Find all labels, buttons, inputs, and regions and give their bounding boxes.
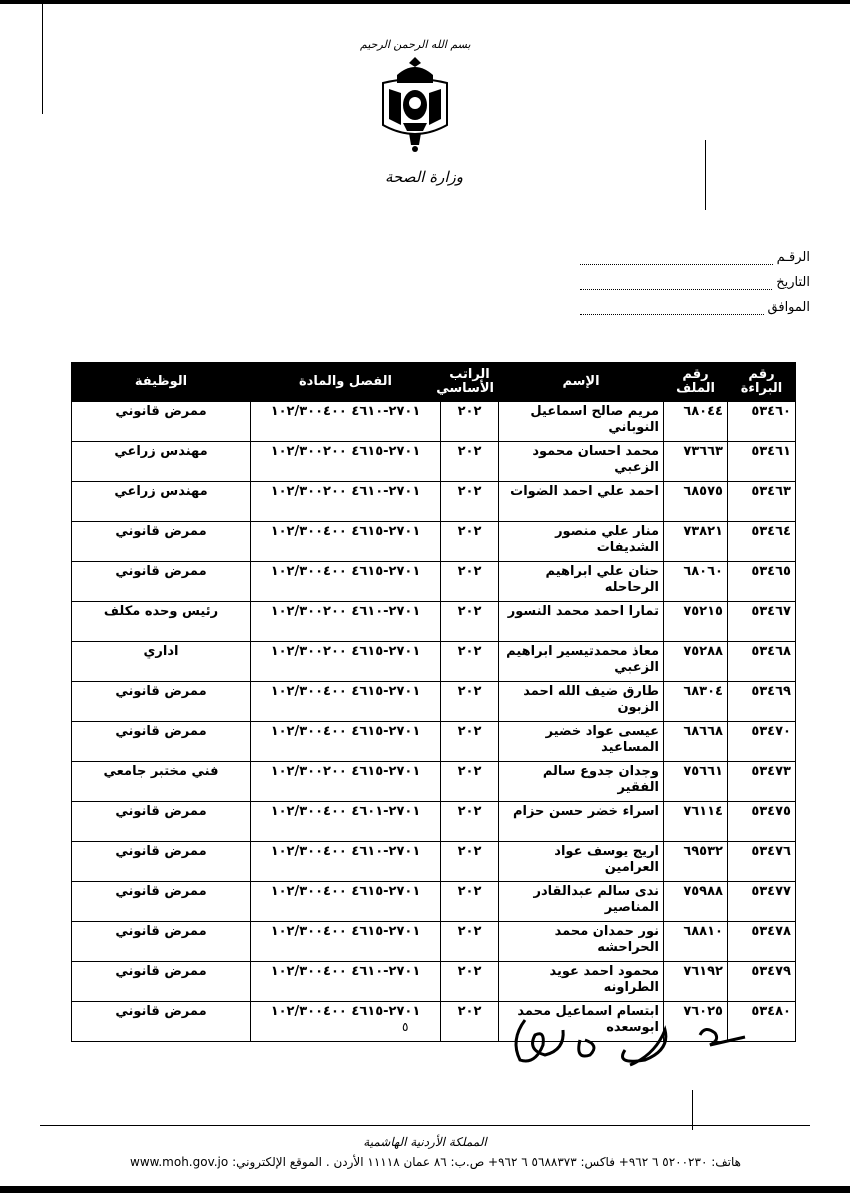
- footer-contact: [130, 1155, 790, 1169]
- job-cell: مهندس زراعي: [72, 482, 251, 522]
- bara-cell: ٥٣٤٦٧: [728, 602, 796, 642]
- file-cell: ٦٨٠٤٤: [664, 402, 728, 442]
- job-cell: ممرض قانوني: [72, 682, 251, 722]
- salary-cell: ٢٠٢: [441, 1002, 499, 1042]
- dotted-line: [580, 279, 772, 290]
- name-cell: ندى سالم عبدالقادر المناصير: [499, 882, 664, 922]
- chapter-cell: ٢٧٠١-٤٦١٠ ١٠٢/٣٠٠٤٠٠: [251, 402, 441, 442]
- chapter-cell: ٢٧٠١-٤٦١٥ ١٠٢/٣٠٠٤٠٠: [251, 1002, 441, 1042]
- table-row: [72, 642, 796, 682]
- name-cell: منار علي منصور الشديفات: [499, 522, 664, 562]
- meta-corresponding-label: الموافق: [767, 300, 810, 315]
- table-row: [72, 802, 796, 842]
- bara-cell: ٥٣٤٦٥: [728, 562, 796, 602]
- chapter-cell: ٢٧٠١-٤٦١٥ ١٠٢/٣٠٠٢٠٠: [251, 762, 441, 802]
- job-cell: ممرض قانوني: [72, 722, 251, 762]
- chapter-cell: ٢٧٠١-٤٦١٥ ١٠٢/٣٠٠٤٠٠: [251, 922, 441, 962]
- bara-cell: ٥٣٤٧٧: [728, 882, 796, 922]
- file-cell: ٧٣٦٦٣: [664, 442, 728, 482]
- table-row: [72, 842, 796, 882]
- meta-date-label: التاريخ: [776, 275, 810, 290]
- name-cell: حنان علي ابراهيم الرحاحله: [499, 562, 664, 602]
- job-cell: ممرض قانوني: [72, 882, 251, 922]
- file-cell: ٦٨٦٦٨: [664, 722, 728, 762]
- footer-contact-text: هاتف: ٥٢٠٠٢٣٠ ٦ ٩٦٢+ فاكس: ٥٦٨٨٣٧٣ ٦ ٩٦٢+ ص.ب: ٨٦ عمان ١١١١٨ الأردن . الموقع الإلكتروني:: [232, 1155, 741, 1169]
- chapter-cell: ٢٧٠١-٤٦١٥ ١٠٢/٣٠٠٤٠٠: [251, 682, 441, 722]
- file-cell: ٧٣٨٢١: [664, 522, 728, 562]
- edge-mark: [42, 4, 43, 114]
- edge-mark: [705, 140, 706, 210]
- name-cell: احمد علي احمد الضوات: [499, 482, 664, 522]
- chapter-cell: ٢٧٠١-٤٦١٥ ١٠٢/٣٠٠٤٠٠: [251, 562, 441, 602]
- salary-cell: ٢٠٢: [441, 682, 499, 722]
- salary-cell: ٢٠٢: [441, 722, 499, 762]
- name-cell: محمد احسان محمود الزعبي: [499, 442, 664, 482]
- job-cell: رئيس وحده مكلف: [72, 602, 251, 642]
- bottom-edge: [0, 1186, 850, 1193]
- coat-of-arms-icon: [375, 53, 455, 153]
- meta-number: [580, 250, 810, 265]
- table-row: [72, 402, 796, 442]
- job-cell: مهندس زراعي: [72, 442, 251, 482]
- file-cell: ٧٥٢٨٨: [664, 642, 728, 682]
- salary-cell: ٢٠٢: [441, 802, 499, 842]
- bara-cell: ٥٣٤٧٠: [728, 722, 796, 762]
- file-cell: ٧٦٠٢٥: [664, 1002, 728, 1042]
- bara-cell: ٥٣٤٦٣: [728, 482, 796, 522]
- bara-cell: ٥٣٤٧٩: [728, 962, 796, 1002]
- chapter-cell: ٢٧٠١-٤٦١٥ ١٠٢/٣٠٠٤٠٠: [251, 882, 441, 922]
- name-cell: اريج يوسف عواد العرامين: [499, 842, 664, 882]
- chapter-cell: ٢٧٠١-٤٦١٠ ١٠٢/٣٠٠٢٠٠: [251, 602, 441, 642]
- name-cell: تمارا احمد محمد النسور: [499, 602, 664, 642]
- meta-date: [580, 275, 810, 290]
- job-cell: ممرض قانوني: [72, 1002, 251, 1042]
- table-row: [72, 522, 796, 562]
- job-cell: ممرض قانوني: [72, 522, 251, 562]
- table-row: [72, 722, 796, 762]
- salary-cell: ٢٠٢: [441, 882, 499, 922]
- table-row: [72, 562, 796, 602]
- file-cell: ٧٦١٩٢: [664, 962, 728, 1002]
- bara-cell: ٥٣٤٧٨: [728, 922, 796, 962]
- footer-website[interactable]: www.moh.gov.jo: [130, 1155, 229, 1169]
- file-cell: ٦٨٠٦٠: [664, 562, 728, 602]
- job-cell: ممرض قانوني: [72, 962, 251, 1002]
- job-cell: ممرض قانوني: [72, 922, 251, 962]
- job-cell: ممرض قانوني: [72, 402, 251, 442]
- bara-cell: ٥٣٤٨٠: [728, 1002, 796, 1042]
- letterhead: [360, 38, 470, 153]
- salary-cell: ٢٠٢: [441, 482, 499, 522]
- name-cell: طارق ضيف الله احمد الزبون: [499, 682, 664, 722]
- top-edge: [0, 0, 850, 4]
- header-name: الإسم: [499, 363, 664, 402]
- table-row: [72, 442, 796, 482]
- employees-table: [71, 362, 796, 1042]
- table-row: [72, 602, 796, 642]
- job-cell: اداري: [72, 642, 251, 682]
- chapter-cell: ٢٧٠١-٤٦١٥ ١٠٢/٣٠٠٤٠٠: [251, 522, 441, 562]
- bara-cell: ٥٣٤٦٨: [728, 642, 796, 682]
- chapter-cell: ٢٧٠١-٤٦١٥ ١٠٢/٣٠٠٤٠٠: [251, 722, 441, 762]
- job-cell: ممرض قانوني: [72, 802, 251, 842]
- header-bara: رقم البراءة: [728, 363, 796, 402]
- bara-cell: ٥٣٤٦٤: [728, 522, 796, 562]
- dotted-line: [580, 254, 773, 265]
- chapter-cell: ٢٧٠١-٤٦١٥ ١٠٢/٣٠٠٢٠٠: [251, 442, 441, 482]
- name-cell: معاذ محمدتيسير ابراهيم الزعبي: [499, 642, 664, 682]
- file-cell: ٦٨٨١٠: [664, 922, 728, 962]
- file-cell: ٦٩٥٣٢: [664, 842, 728, 882]
- table-header-row: [72, 363, 796, 402]
- job-cell: ممرض قانوني: [72, 562, 251, 602]
- table-row: [72, 762, 796, 802]
- job-cell: ممرض قانوني: [72, 842, 251, 882]
- chapter-cell: ٢٧٠١-٤٦٠١ ١٠٢/٣٠٠٤٠٠: [251, 802, 441, 842]
- salary-cell: ٢٠٢: [441, 762, 499, 802]
- table-row: [72, 882, 796, 922]
- salary-cell: ٢٠٢: [441, 642, 499, 682]
- name-cell: نور حمدان محمد الحراحشه: [499, 922, 664, 962]
- file-cell: ٦٨٥٧٥: [664, 482, 728, 522]
- page-mark: ٥: [402, 1020, 409, 1034]
- meta-number-label: الرقـم: [776, 250, 810, 265]
- file-cell: ٧٥٢١٥: [664, 602, 728, 642]
- chapter-cell: ٢٧٠١-٤٦١٥ ١٠٢/٣٠٠٢٠٠: [251, 642, 441, 682]
- bara-cell: ٥٣٤٧٥: [728, 802, 796, 842]
- bara-cell: ٥٣٤٦٩: [728, 682, 796, 722]
- table-row: [72, 922, 796, 962]
- name-cell: عيسى عواد خضير المساعيد: [499, 722, 664, 762]
- job-cell: فني مختبر جامعي: [72, 762, 251, 802]
- name-cell: ابتسام اسماعيل محمد ابوسعده: [499, 1002, 664, 1042]
- salary-cell: ٢٠٢: [441, 922, 499, 962]
- file-cell: ٧٥٦٦١: [664, 762, 728, 802]
- file-cell: ٧٦١١٤: [664, 802, 728, 842]
- name-cell: اسراء خضر حسن حزام: [499, 802, 664, 842]
- basmala: بسم الله الرحمن الرحيم: [360, 38, 471, 51]
- name-cell: مريم صالح اسماعيل النوباني: [499, 402, 664, 442]
- salary-cell: ٢٠٢: [441, 602, 499, 642]
- salary-cell: ٢٠٢: [441, 442, 499, 482]
- bara-cell: ٥٣٤٧٦: [728, 842, 796, 882]
- edge-mark: [692, 1090, 693, 1130]
- salary-cell: ٢٠٢: [441, 842, 499, 882]
- bara-cell: ٥٣٤٦١: [728, 442, 796, 482]
- dotted-line: [580, 304, 764, 315]
- name-cell: محمود احمد عويد الطراونه: [499, 962, 664, 1002]
- signature-icon: [505, 1005, 765, 1075]
- header-chapter: الفصل والمادة: [251, 363, 441, 402]
- footer-kingdom: المملكة الأردنية الهاشمية: [363, 1135, 487, 1149]
- bara-cell: ٥٣٤٦٠: [728, 402, 796, 442]
- salary-cell: ٢٠٢: [441, 962, 499, 1002]
- file-cell: ٦٨٣٠٤: [664, 682, 728, 722]
- name-cell: وجدان جدوع سالم الفقير: [499, 762, 664, 802]
- salary-cell: ٢٠٢: [441, 562, 499, 602]
- chapter-cell: ٢٧٠١-٤٦١٠ ١٠٢/٣٠٠٤٠٠: [251, 962, 441, 1002]
- bara-cell: ٥٣٤٧٣: [728, 762, 796, 802]
- footer-divider: [40, 1125, 810, 1126]
- chapter-cell: ٢٧٠١-٤٦١٠ ١٠٢/٣٠٠٢٠٠: [251, 482, 441, 522]
- table-row: [72, 682, 796, 722]
- table-row: [72, 962, 796, 1002]
- chapter-cell: ٢٧٠١-٤٦١٠ ١٠٢/٣٠٠٤٠٠: [251, 842, 441, 882]
- meta-corresponding: [580, 300, 810, 315]
- salary-cell: ٢٠٢: [441, 402, 499, 442]
- header-salary: الراتب الأساسي: [441, 363, 499, 402]
- salary-cell: ٢٠٢: [441, 522, 499, 562]
- header-file: رقم الملف: [664, 363, 728, 402]
- file-cell: ٧٥٩٨٨: [664, 882, 728, 922]
- header-job: الوظيفة: [72, 363, 251, 402]
- table-row: [72, 482, 796, 522]
- ministry-name: وزارة الصحة: [385, 168, 463, 186]
